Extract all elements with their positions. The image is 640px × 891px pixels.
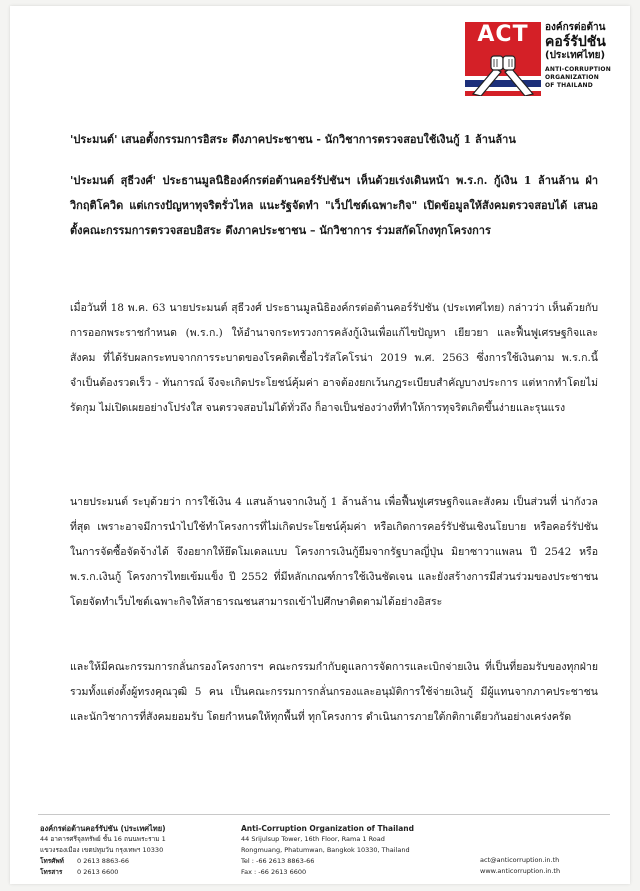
body-paragraph-2: นายประมนต์ ระบุด้วยว่า การใช้เงิน 4 แสนล้านจากเงินกู้ 1 ล้านล้าน เพื่อฟื้นฟูเศรษฐกิจและสังคม เป็นส่วนที่ น่ากังวลที่สุด เพราะอาจมีการนำไปใช้ทำโครงการที่ไม่เกิดประโยชน์คุ้มค่า หรือเกิดการคอร์รัปชันเชิงนโยบาย หรือคอร์รัปชันในการจัดซื้อจัดจ้างได้ จึงอยากให้ยึดโมเดลแบบ โครงการเงินกู้ยืมจากรัฐบาลญี่ปุ่น มิยาซาวาแพลน ปี 2542 หรือ พ.ร.ก.เงินกู้ โครงการไทยเข้มแข็ง ปี 2552 ที่มีหลักเกณฑ์การใช้เงินชัดเจน และยังสร้างการมีส่วนร่วมของประชาชน โดยจัดทำเว็บไซต์เฉพาะกิจให้สาธารณชนสามารถเข้าไปศึกษาติดตามได้อย่างอิสระ xyxy=(70,496,598,608)
footer-thai-fax-row xyxy=(40,867,230,878)
logo-org-th-line1: องค์กรต่อต้าน xyxy=(545,22,606,33)
footer-contact xyxy=(480,855,620,877)
footer-english-address-line2: Rongmuang, Phatumwan, Bangkok 10330, Thailand xyxy=(241,846,410,854)
document-subheading: 'ประมนต์ สุธีวงศ์' ประธานมูลนิธิองค์กรต่อต้านคอร์รัปชันฯ เห็นด้วยเร่งเดินหน้า พ.ร.ก. กู้เงิน 1 ล้านล้าน ฝ่าวิกฤติโควิด แต่เกรงปัญหาทุจริตรั่วไหล แนะรัฐจัดทำ "เว็ปไซต์เฉพาะกิจ" เปิดข้อมูลให้สังคมตรวจสอบได้ เสนอตั้งคณะกรรมการตรวจสอบอิสระ ดึงภาคประชาชน – นักวิชาการ ร่วมสกัดโกงทุกโครงการ xyxy=(70,174,598,237)
footer-thai-address xyxy=(40,823,230,878)
logo-text xyxy=(545,22,625,90)
footer-english-address xyxy=(241,823,461,878)
footer-website[interactable]: www.anticorruption.in.th xyxy=(480,867,561,875)
footer-thai-fax: 0 2613 6600 xyxy=(77,868,119,876)
footer-english-org-name: Anti-Corruption Organization of Thailand xyxy=(241,824,414,833)
footer-thai-fax-label: โทรสาร xyxy=(40,868,63,876)
act-logo xyxy=(465,20,615,100)
footer-thai-tel: 0 2613 8863-66 xyxy=(77,857,129,865)
footer-thai-tel-row xyxy=(40,856,230,867)
footer-thai-org-name: องค์กรต่อต้านคอร์รัปชัน (ประเทศไทย) xyxy=(40,824,166,833)
footer-email[interactable]: act@anticorruption.in.th xyxy=(480,856,560,864)
document-headline: 'ประมนต์' เสนอตั้งกรรมการอิสระ ดึงภาคประชาชน - นักวิชาการตรวจสอบใช้เงินกู้ 1 ล้านล้าน xyxy=(70,133,516,146)
logo-mark-text: ACT xyxy=(477,22,529,47)
logo-mark xyxy=(465,22,541,96)
footer-english-fax: Fax : -66 2613 6600 xyxy=(241,868,307,876)
footer-thai-address-line2: แขวงรองเมือง เขตปทุมวัน กรุงเทพฯ 10330 xyxy=(40,846,164,854)
body-paragraph-3: และให้มีคณะกรรมการกลั่นกรองโครงการฯ คณะกรรมกำกับดูแลการจัดการและเบิกจ่ายเงิน ที่เป็นที่ยอมรับของทุกฝ่าย รวมทั้งแต่งตั้งผู้ทรงคุณวุฒิ 5 คน เป็นคณะกรรมการกลั่นกรองและอนุมัติการใช้จ่ายเงินกู้ มีผู้แทนจากภาคประชาชนและนักวิชาการที่สังคมยอมรับ โดยกำหนดให้ทุกพื้นที่ ทุกโครงการ ดำเนินการภายใต้กติกาเดียวกันอย่างเคร่งครัด xyxy=(70,661,598,723)
footer-english-tel: Tel : -66 2613 8863-66 xyxy=(241,857,315,865)
footer-thai-address-line1: 44 อาคารศรีจุลทรัพย์ ชั้น 16 ถนนพระราม 1 xyxy=(40,835,166,843)
footer-thai-tel-label: โทรศัพท์ xyxy=(40,857,64,865)
document-page xyxy=(10,6,630,884)
logo-org-en-line3: OF THAILAND xyxy=(545,82,593,89)
footer-divider xyxy=(38,814,610,815)
footer-english-address-line1: 44 Srijulsup Tower, 16th Floor, Rama 1 Road xyxy=(241,835,385,843)
logo-org-en-line1: ANTI-CORRUPTION xyxy=(545,66,611,73)
logo-org-th-line3: (ประเทศไทย) xyxy=(545,50,606,61)
crossed-fists-icon xyxy=(465,46,541,96)
body-paragraph-1: เมื่อวันที่ 18 พ.ค. 63 นายประมนต์ สุธีวงศ์ ประธานมูลนิธิองค์กรต่อต้านคอร์รัปชัน (ประเทศไทย) กล่าวว่า เห็นด้วยกับการออกพระราชกำหนด (พ.ร.ก.) ให้อำนาจกระทรวงการคลังกู้เงินเพื่อแก้ไขปัญหา เยียวยา และฟื้นฟูเศรษฐกิจและสังคม ที่ได้รับผลกระทบจากการระบาดของโรคติดเชื้อไวรัสโคโรน่า 2019 พ.ศ. 2563 ซึ่งการใช้เงินตาม พ.ร.ก.นี้ จำเป็นต้องรวดเร็ว - ทันการณ์ จึงจะเกิดประโยชน์คุ้มค่า อาจต้องยกเว้นกฎระเบียบสำคัญบางประการ แต่หากทำโดยไม่รัดกุม ไม่เปิดเผยอย่างโปร่งใส จนตรวจสอบไม่ได้ทั่วถึง ก็อาจเป็นช่องว่างที่ทำให้การทุจริตเกิดขึ้นง่ายและรุนแรง xyxy=(70,302,598,414)
logo-org-en-line2: ORGANIZATION xyxy=(545,74,599,81)
logo-org-th-line2: คอร์รัปชัน xyxy=(545,34,606,50)
